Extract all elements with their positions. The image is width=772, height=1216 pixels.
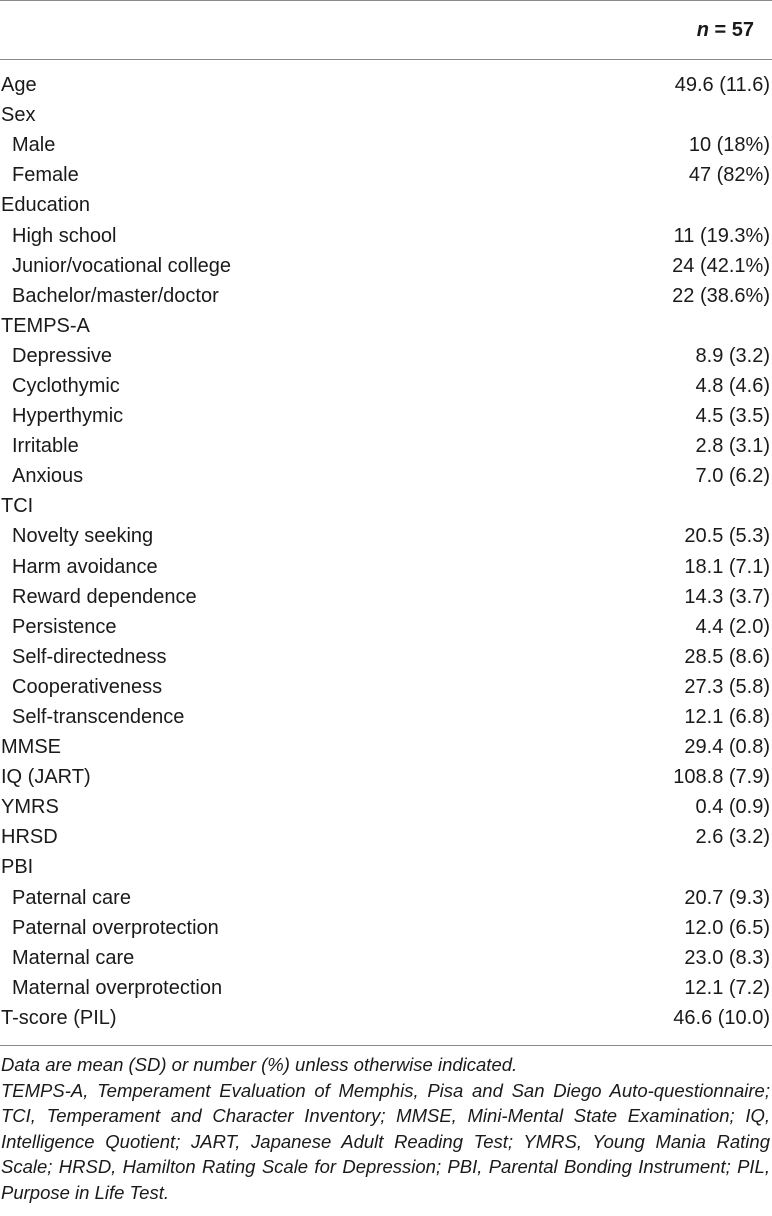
table-row: [0, 582, 772, 612]
row-label: Cooperativeness: [12, 675, 163, 698]
table-row: [0, 642, 772, 672]
table-header: [0, 1, 772, 59]
table-row: [0, 732, 772, 762]
row-value: 12.1 (7.2): [684, 976, 770, 999]
table-row: [0, 190, 772, 220]
table-row: [0, 883, 772, 913]
row-value: 28.5 (8.6): [684, 645, 770, 668]
row-label: Anxious: [12, 465, 84, 488]
table-row: [0, 491, 772, 521]
row-value: 47 (82%): [688, 164, 770, 187]
table-row: [0, 973, 772, 1003]
table-row: [0, 913, 772, 943]
row-label: TCI: [1, 495, 34, 518]
row-label: Bachelor/master/doctor: [12, 284, 219, 307]
row-value: 12.0 (6.5): [684, 916, 770, 939]
row-value: 29.4 (0.8): [684, 736, 770, 759]
table-row: [0, 852, 772, 882]
row-value: 4.4 (2.0): [695, 615, 770, 638]
row-value: 0.4 (0.9): [695, 796, 770, 819]
row-value: 2.6 (3.2): [695, 826, 770, 849]
table-row: [0, 100, 772, 130]
sample-size-symbol: n: [696, 18, 709, 41]
row-label: High school: [12, 224, 117, 247]
table-body: [0, 60, 772, 1045]
row-value: 12.1 (6.8): [684, 706, 770, 729]
row-label: Maternal overprotection: [12, 976, 223, 999]
table-row: [0, 371, 772, 401]
row-value: 4.5 (3.5): [695, 405, 770, 428]
table-row: [0, 311, 772, 341]
row-value: 2.8 (3.1): [695, 435, 770, 458]
row-value: 18.1 (7.1): [684, 555, 770, 578]
row-value: 49.6 (11.6): [674, 74, 770, 97]
row-label: MMSE: [1, 736, 61, 759]
table-row: [0, 281, 772, 311]
row-value: 20.5 (5.3): [684, 525, 770, 548]
row-value: 27.3 (5.8): [684, 675, 770, 698]
row-value: 4.8 (4.6): [695, 374, 770, 397]
sample-size-value: = 57: [708, 18, 754, 41]
row-value: 20.7 (9.3): [684, 886, 770, 909]
table-row: [0, 220, 772, 250]
row-value: 8.9 (3.2): [695, 344, 770, 367]
row-label: Irritable: [12, 435, 79, 458]
table-row: [0, 401, 772, 431]
table-row: [0, 70, 772, 100]
table-row: [0, 792, 772, 822]
row-label: HRSD: [1, 826, 58, 849]
row-label: Novelty seeking: [12, 525, 154, 548]
table-row: [0, 521, 772, 551]
footnote-data-note: Data are mean (SD) or number (%) unless otherwise indicated.: [1, 1054, 518, 1075]
row-label: Self-transcendence: [12, 706, 185, 729]
row-value: 24 (42.1%): [672, 254, 770, 277]
table-row: [0, 762, 772, 792]
table-row: [0, 943, 772, 973]
row-value: 11 (19.3%): [673, 224, 770, 247]
table-row: [0, 461, 772, 491]
row-label: YMRS: [1, 796, 59, 819]
row-label: Harm avoidance: [12, 555, 158, 578]
row-label: Male: [12, 134, 56, 157]
row-value: 14.3 (3.7): [684, 585, 770, 608]
row-value: 46.6 (10.0): [673, 1006, 770, 1029]
table-row: [0, 431, 772, 461]
row-label: Persistence: [12, 615, 117, 638]
row-label: Age: [1, 74, 37, 97]
table-row: [0, 672, 772, 702]
row-label: Maternal care: [12, 946, 135, 969]
row-label: IQ (JART): [1, 766, 91, 789]
row-label: Paternal overprotection: [12, 916, 219, 939]
table-row: [0, 552, 772, 582]
row-label: Hyperthymic: [12, 405, 124, 428]
row-label: PBI: [1, 856, 34, 879]
table-row: [0, 160, 772, 190]
row-value: 23.0 (8.3): [684, 946, 770, 969]
row-label: Education: [1, 194, 90, 217]
row-label: Paternal care: [12, 886, 131, 909]
row-value: 7.0 (6.2): [695, 465, 770, 488]
row-value: 10 (18%): [688, 134, 770, 157]
table-row: [0, 130, 772, 160]
row-label: Junior/vocational college: [12, 254, 232, 277]
row-label: Self-directedness: [12, 645, 167, 668]
row-value: 108.8 (7.9): [673, 766, 770, 789]
row-label: Reward dependence: [12, 585, 197, 608]
row-label: T-score (PIL): [1, 1006, 117, 1029]
table-row: [0, 251, 772, 281]
table-row: [0, 702, 772, 732]
table-row: [0, 822, 772, 852]
footnote-abbreviations: TEMPS-A, Temperament Evaluation of Memphis, Pisa and San Diego Auto-questionnaire; TCI, Temperament and Character Inventory; MMSE, Mini-Mental State Examination; IQ, Intelligence Quotient; JART, Japanese Adult Reading Test; YMRS, Young Mania Rating Scale; HRSD, Hamilton Rating Scale for Depression; PBI, Parental Bonding Instrument; PIL, Purpose in Life Test.: [1, 1079, 770, 1203]
row-label: Cyclothymic: [12, 374, 120, 397]
row-label: Sex: [1, 104, 36, 127]
table-footnote: [0, 1046, 772, 1205]
row-label: TEMPS-A: [1, 314, 90, 337]
table-row: [0, 341, 772, 371]
row-label: Female: [12, 164, 79, 187]
row-label: Depressive: [12, 344, 113, 367]
row-value: 22 (38.6%): [672, 284, 770, 307]
table-row: [0, 612, 772, 642]
table-row: [0, 1003, 772, 1033]
